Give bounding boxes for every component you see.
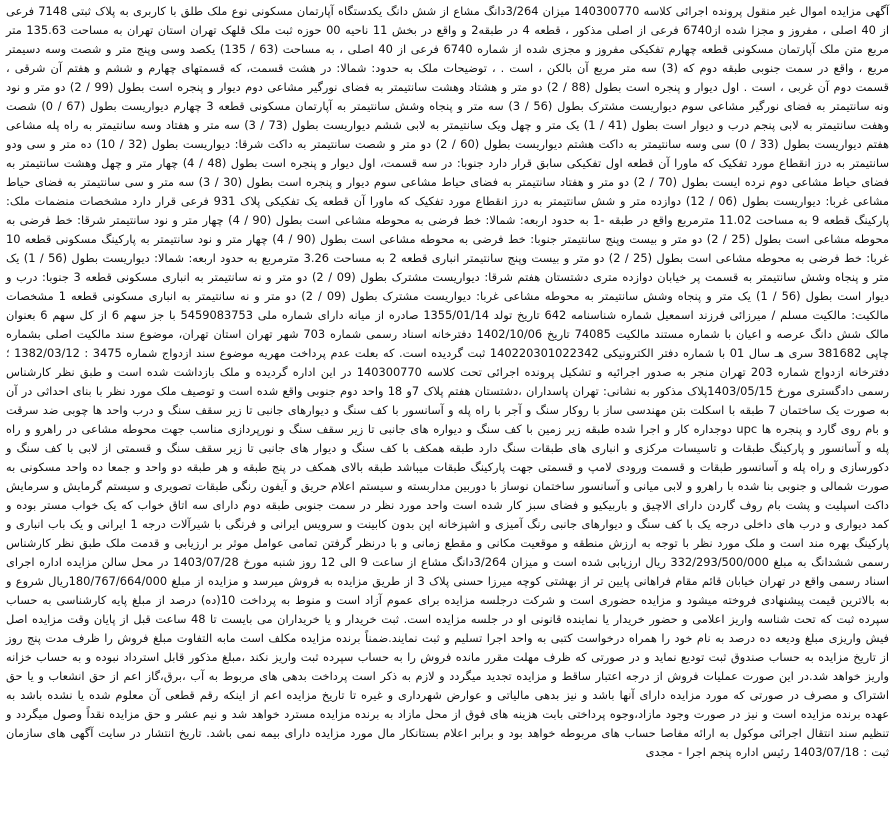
notice-body-text: آگهی مزایده اموال غیر منقول پرونده اجرائی کلاسه 140300770 میزان 3/264دانگ مشاع از شش دانگ یکدستگاه آپارتمان مسکونی نوع ملک طلق با کاربری به پلاک ثبتی 7148 فرعی از 40 اصلی ، مفروز و مجزا شده از6740 فرعی از اصلی مذکور ، قطعه 4 در طبقه2 و واقع در بخش 11 ناحیه 00 حوزه ثبت ملک قلهک تهران استان تهران به مساحت 135.63 متر مربع متن ملک آپارتمان مسکونی قطعه چهارم تفکیکی مفروز و مجزی شده از شماره 6740 فرعی از 40 اصلی ، به مساحت (63 / 135) یکصد وسی وپنج متر و شصت وسه دسیمتر مربع ، واقع در سمت جنوبی طبقه دوم که (3) سه متر مربع آن بالکن ، است . ، توضیحات ملک به حدود: شمالا: در هشت قسمت، که قسمتهای چهارم و ششم و هفتم آن شرقی ، قسمت دوم آن غربی ، است . اول دیوار و پنجره است بطول (88 / 2) دو متر و هشتاد وهشت سانتیمتر به فضای نورگیر مشاعی دوم دیوار و پنجره است بطول (99 / 2) دو متر و نود ونه سانتیمتر به فضای نورگیر مشاعی سوم دیواریست مشترک بطول (56 / 3) سه متر و پنجاه وشش سانتیمتر به آپارتمان مسکونی قطعه 3 چهارم دیواریست بطول (67 / 0) شصت وهفت سانتیمتر به لابی پنجم درب و دیوار است بطول (41 / 1) یک متر و چهل ویک سانتیمتر به لابی ششم دیواریست بطول (73 / 3) سه متر و هفتاد وسه سانتیمتر به راه پله مشاعی هفتم دیواریست بطول (33 / 0) سی وسه سانتیمتر به داکت هشتم دیواریست بطول (60 / 2) دو متر و شصت سانتیمتر به داکت شرقا: دیواریست بطول (32 / 10) ده متر و سی ودو سانتیمتر به درز انقطاع مورد تفکیک که ماورا آن قطعه اول تفکیکی سابق قرار دارد جنوبا: در سه قسمت، اول دیوار و پنجره است بطول (48 / 4) چهار متر و چهل وهشت سانتیمتر به فضای حیاط مشاعی دوم نرده ایست بطول (70 / 2) دو متر و هفتاد سانتیمتر به فضای حیاط مشاعی سوم دیوار و پنجره است بطول (30 / 3) سه متر و سی سانتیمتر به فضای حیاط مشاعی غربا: دیواریست بطول (06 / 12) دوازده متر و شش سانتیمتر به درز انقطاع مورد تفکیک که ماورا آن قطعه یک تفکیکی پلاک 931 فرعی قرار دارد مشخصات منضمات ملک: پارکینگ قطعه 9 به مساحت 11.02 مترمربع واقع در طبقه -1 به حدود اربعه: شمالا: خط فرضی به محوطه مشاعی است بطول (90 / 4) چهار متر و نود سانتیمتر شرقا: خط فرضی به محوطه مشاعی است بطول (25 / 2) دو متر و بیست وپنج سانتیمتر جنوبا: خط فرضی به محوطه مشاعی است بطول (90 / 4) چهار متر و نود سانتیمتر به پارکینگ مسکونی قطعه 10 غربا: خط فرضی به محوطه مشاعی است بطول (25 / 2) دو متر و بیست وپنج سانتیمتر انباری قطعه 2 به مساحت 3.26 مترمربع به حدود اربعه: شمالا: دیواریست بطول (56 / 1) یک متر و پنجاه وشش سانتیمتر به قسمت پر خیابان دوازده متری دشتستان هفتم شرقا: دیواریست مشترک بطول (09 / 2) دو متر و نه سانتیمتر به انباری مسکونی قطعه 3 جنوبا: درب و دیوار است بطول (56 / 1) یک متر و پنجاه وشش سانتیمتر به محوطه مشاعی غربا: دیواریست مشترک بطول (09 / 2) دو متر و نه سانتیمتر به انباری مسکونی قطعه 1 مشخصات مالکیت: مالکیت مسلم / میرزائی فرزند اسمعیل شماره شناسنامه 642 تاریخ تولد 1355/01/14 صادره از میانه دارای شماره ملی 5459083753 با جز سهم 6 از کل سهم 6 بعنوان مالک شش دانگ عرصه و اعیان با شماره مستند مالکیت 74085 تاریخ 1402/10/06 دفترخانه اسناد رسمی شماره 703 شهر تهران استان تهران، موضوع سند مالکیت اصلی بشماره چاپی 381682 سری هـ سال 01 با شماره دفتر الکترونیکی 140220301022342 ثبت گردیده است. که بعلت عدم پرداخت مهریه موضوع سند ازدواج شماره 3475 : 1382/03/12 ؛ دفترخانه ازدواج شماره 203 تهران منجر به صدور اجرائیه و تشکیل پرونده اجرائی تحت کلاسه 140300770 در این اداره گردیده و ملک بازداشت شده است و طبق نظر کارشناس رسمی دادگستری مورخ 1403/05/15پلاک مذکور به نشانی: تهران پاسداران ،دشتستان هفتم پلاک 7و 18 واحد دوم جنوبی واقع شده است و توصیف ملک مورد نظر با بنای احداثی در آن به صورت یک ساختمان 7 طبقه با اسکلت بتن مهندسی ساز با روکار سنگ و آجر با راه پله و آسانسور با کف سنگ و دیوارهای جانبی تا زیر سقف سنگ و درب واحد ها چوبی ضد سرقت و بام روی گارد و پنجره ها upc دوجداره کار و اجرا شده طبقه زیر زمین با کف سنگ و دیواره های جانبی تا زیر سقف سنگ و نورپردازی مناسب جهت محوطه مشاعی در راهرو و راه پله و آسانسور و پارکینگ طبقات و تاسیسات مرکزی و انباری های طبقات سنگ دارد طبقه همکف با کف سنگ و دیوار های جانبی تا زیر سقف سنگ و قسمتی از لابی با کف سنگ و دکورسازی و راه پله و آسانسور طبقات و قسمت ورودی لامپ و قسمتی جهت پارکینگ طبقات میباشد طبقه بالای همکف در پنج طبقه و هر طبقه دو واحد و جمعا ده واحد مسکونی به صورت شمالی و جنوبی بنا شده با راهرو و لابی میانی و آسانسور ساختمان نوساز با دوربین مداربسته و سیستم اعلام حریق و آیفون رنگی طبقات تصویری و سیستم گرمایش و سرمایش داکت اسپلیت و پشت بام روف گاردن دارای الاچیق و باربیکیو و فضای سبز کار شده است واحد مورد نظر در سمت جنوبی طبقه دوم دارای سه اتاق خواب که یک خواب مستر بوده و کمد دیواری و درب های داخلی درجه یک با کف سنگ و دیوارهای جانبی رنگ آمیزی و اشپزخانه اپن بدون کابینت و سرویس ایرانی و فرنگی با شیرآلات درجه 1 ایرانی و یک باب انباری و پارکینگ بهره مند است و ملک مورد نظر با توجه به ارزش منطقه و موقعیت مکانی و مقطع زمانی و با درنظر گرفتن تمامی عوامل موثر بر ارزیابی و قدمت ملک طبق نظر کارشناس رسمی ششدانگ به مبلغ 332/293/500/000 ریال ارزیابی شده است و میزان 3/264دانگ مشاع از ساعت 9 الی 12 روز شنبه مورخ 1403/07/28 در محل سالن مزایده اداره اجرای اسناد رسمی واقع در تهران خیابان قائم مقام فراهانی پایین تر از بهشتی کوچه میرزا حسنی پلاک 3 از طریق مزایده به فروش میرسد و مزایده از مبلغ 180/767/664/000ریال شروع و به بالاترین قیمت پیشنهادی فروخته میشود و مزایده حضوری است و شرکت درجلسه مزایده برای عموم آزاد است و منوط به پرداخت 10(ده) درصد از مبلغ پایه کارشناسی به حساب سپرده ثبت که تحت شناسه واریز اعلامی و حضور خریدار یا نماینده قانونی او در جلسه مزایده است. ثبت خریدار و یا خریداران می بایست تا 48 ساعت قبل از پایان وقت مزایده اصل فیش واریزی مبلغ ودیعه ده درصد به نام خود را همراه درخواست کتبی به واحد اجرا تسلیم و ثبت نمایند.ضمناً برنده مزایده مکلف است مابه التفاوت مبلغ فروش را ظرف مدت پنج روز از تاریخ مزایده به حساب صندوق ثبت تودیع نماید و در صورتی که ظرف مهلت مقرر مانده فروش را به حساب سپرده ثبت واریز نکند ،مبلغ مذکور قابل استرداد نبوده و به حساب خزانه واریز خواهد شد.در این صورت عملیات فروش از درجه اعتبار ساقط و مزایده تجدید میگردد و لازم به ذکر است پرداخت بدهی های مربوط به آب ،برق،گاز اعم از حق انشعاب و یا حق اشتراک و مصرف در صورتی که مورد مزایده دارای آنها باشد و نیز بدهی مالیاتی و عوارض شهرداری و غیره تا تاریخ مزایده اعم از اینکه رقم قطعی آن معلوم شده یا نشده باشد به عهده برنده مزایده است و نیز در صورت وجود مازاد،وجوه پرداختی بابت هزینه های فوق از محل مازاد به برنده مزایده مسترد خواهد شد و نیم عشر و حق مزایده نقداً وصول میگردد و تنظیم سند انتقال اجرائی موکول به ارائه مفاصا حساب های مربوطه خواهد بود و برابر اعلام بستانکار مال مورد مزایده دارای بیمه نمی باشد. تاریخ انتشار در سایت آگهی های سازمان ثبت : 1403/07/18 رئیس اداره پنجم اجرا - مجدی bbox=[6, 4, 890, 759]
